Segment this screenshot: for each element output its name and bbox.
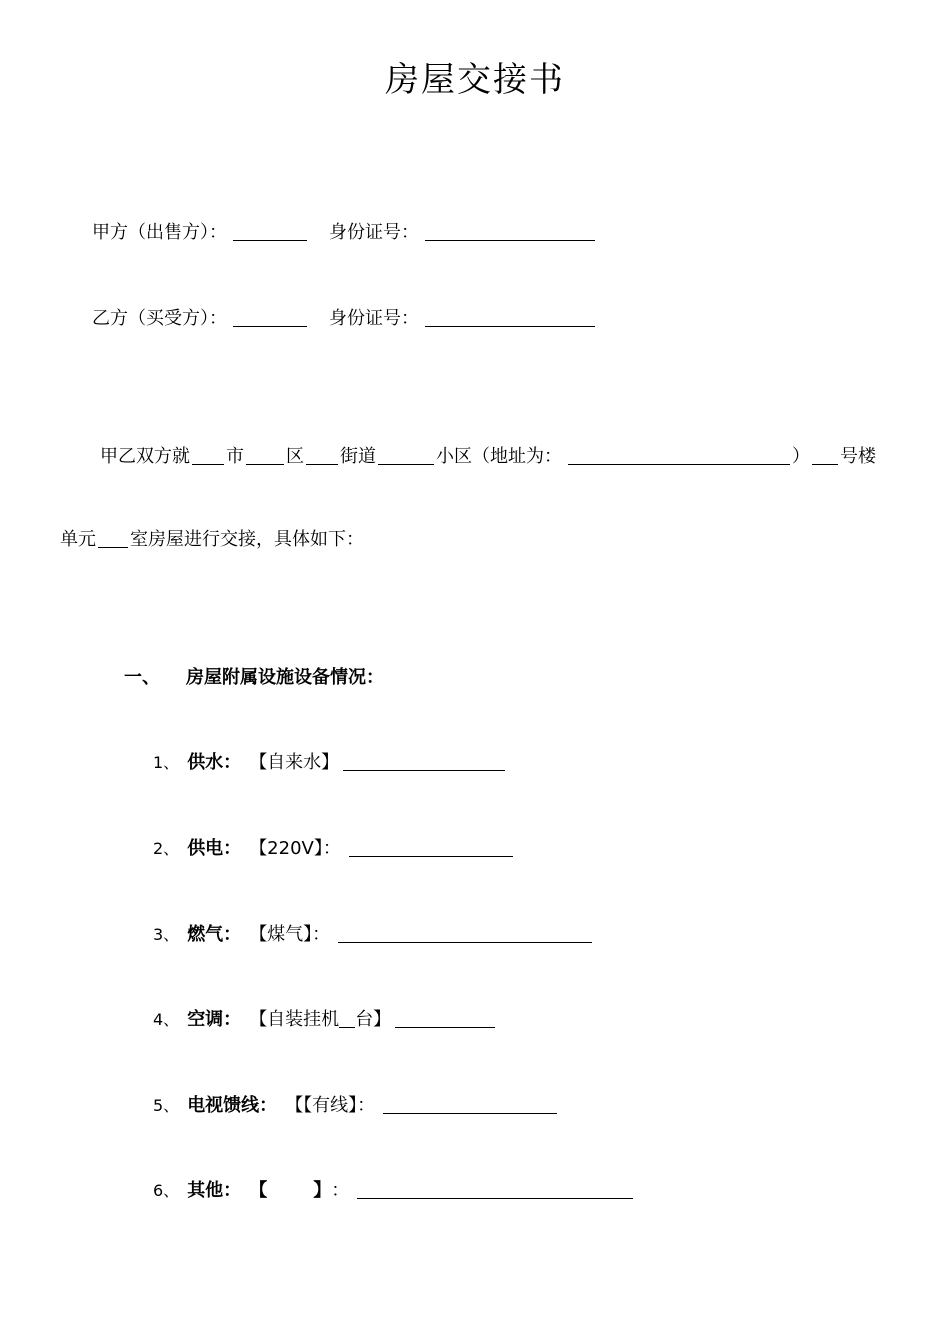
item-number: 2、 [153,839,180,858]
other-colon: ： [331,1180,350,1201]
section-1-number: 一、 [124,667,160,688]
party-a-row [92,218,597,244]
item-number: 4、 [153,1010,180,1029]
ac-blank[interactable] [395,1026,495,1028]
item-tv [153,1091,559,1117]
intro-text-room: 室房屋进行交接，具体如下： [130,529,364,550]
intro-text-paren: ） [792,446,810,467]
item-number: 1、 [153,753,180,772]
item-water [153,748,507,774]
party-b-id-label: 身份证号： [329,308,419,329]
party-b-name-blank[interactable] [233,325,307,327]
item-ac [153,1005,497,1031]
intro-line-2 [60,525,364,551]
document-title: 房屋交接书 [385,60,565,100]
power-blank[interactable] [349,855,513,857]
intro-text-address: 小区（地址为： [436,446,562,467]
item-name: 供电： [187,838,242,859]
item-detail: 【自装挂机 [249,1009,340,1030]
item-name: 空调： [187,1009,242,1030]
intro-text-building: 号楼 [840,446,876,467]
party-b-label: 乙方（买受方）： [92,308,227,329]
district-blank[interactable] [246,463,284,465]
item-detail: 【【有线】： [285,1095,376,1116]
city-blank[interactable] [192,463,224,465]
party-b-row [92,304,597,330]
party-b-id-blank[interactable] [425,325,595,327]
community-blank[interactable] [378,463,434,465]
item-name: 燃气： [187,924,242,945]
item-detail: 【220V】： [249,838,341,859]
street-blank[interactable] [306,463,338,465]
intro-text-unit: 单元 [60,529,96,550]
item-number: 3、 [153,925,180,944]
intro-text-city: 市 [226,446,244,467]
intro-text-street: 街道 [340,446,376,467]
item-power [153,834,515,860]
building-blank[interactable] [812,463,838,465]
party-a-id-blank[interactable] [425,239,595,241]
room-blank[interactable] [98,546,128,548]
item-detail: 【自来水】 [249,752,340,773]
other-blank[interactable] [357,1197,633,1199]
item-detail-unit: 台】 [355,1009,392,1030]
party-a-id-label: 身份证号： [329,222,419,243]
address-blank[interactable] [568,463,790,465]
other-bracket-close: 】 [313,1180,332,1201]
ac-count-blank[interactable] [339,1026,355,1028]
intro-text-district: 区 [286,446,304,467]
other-bracket-open: 【 [249,1180,268,1201]
item-gas [153,920,594,946]
intro-line-1 [100,442,876,468]
water-blank[interactable] [343,769,505,771]
intro-text-1: 甲乙双方就 [100,446,190,467]
item-name: 电视馈线： [187,1095,278,1116]
party-a-label: 甲方（出售方）： [92,222,227,243]
tv-blank[interactable] [383,1112,557,1114]
item-number: 5、 [153,1096,180,1115]
item-detail: 【煤气】： [249,924,331,945]
gas-blank[interactable] [338,941,592,943]
item-other [153,1176,635,1202]
section-1-title: 房屋附属设施设备情况： [186,667,384,688]
item-number: 6、 [153,1181,180,1200]
section-1-heading [124,663,384,689]
item-name: 供水： [187,752,242,773]
item-name: 其他： [187,1180,242,1201]
party-a-name-blank[interactable] [233,239,307,241]
